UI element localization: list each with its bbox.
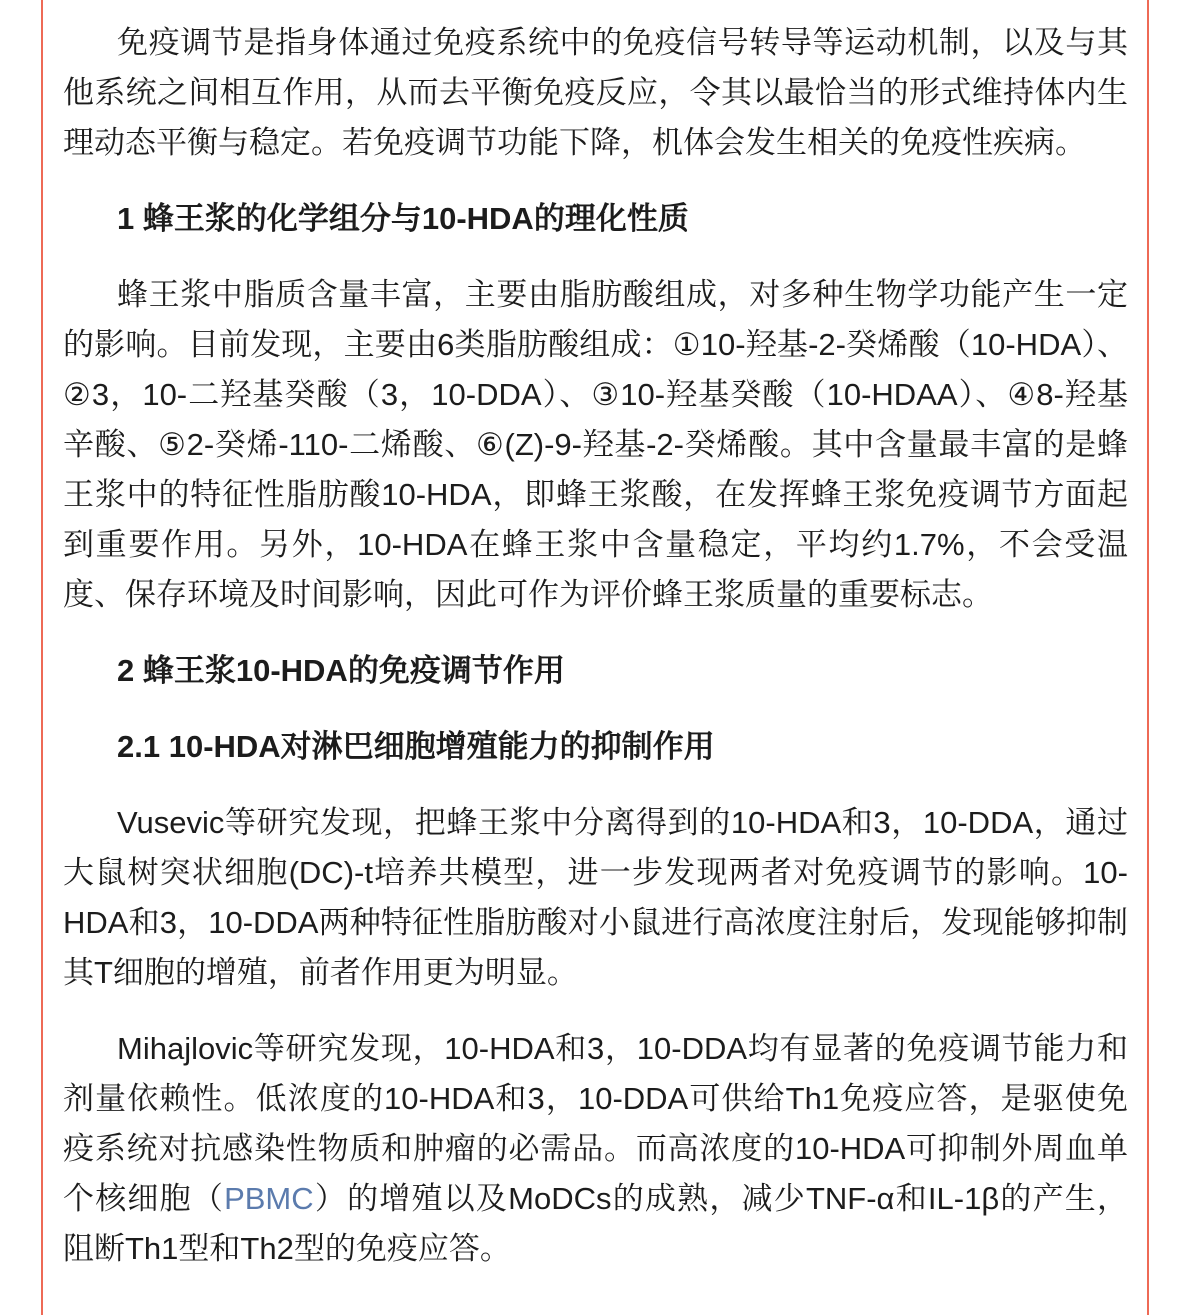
section-heading-1: 1 蜂王浆的化学组分与10-HDA的理化性质 — [117, 201, 689, 236]
article-frame — [41, 0, 1149, 1315]
mihajlovic-paragraph — [63, 1024, 1128, 1274]
paragraph-text: ）的增殖以及MoDCs的成熟，减少TNF-α和IL-1β的产生，阻断Th1型和Th2型的免疫应答。 — [63, 1181, 1129, 1266]
vusevic-paragraph: Vusevic等研究发现，把蜂王浆中分离得到的10-HDA和3，10-DDA，通过大鼠树突状细胞(DC)-t培养共模型，进一步发现两者对免疫调节的影响。10-HDA和3，10-DDA两种特征性脂肪酸对小鼠进行高浓度注射后，发现能够抑制其T细胞的增殖，前者作用更为明显。 — [63, 805, 1128, 990]
chemistry-paragraph: 蜂王浆中脂质含量丰富，主要由脂肪酸组成，对多种生物学功能产生一定的影响。目前发现，主要由6类脂肪酸组成：①10-羟基-2-癸烯酸（10-HDA）、②3，10-二羟基癸酸（3，10-DDA）、③10-羟基癸酸（10-HDAA）、④8-羟基辛酸、⑤2-癸烯-110-二烯酸、⑥(Z)-9-羟基-2-癸烯酸。其中含量最丰富的是蜂王浆中的特征性脂肪酸10-HDA，即蜂王浆酸，在发挥蜂王浆免疫调节方面起到重要作用。另外，10-HDA在蜂王浆中含量稳定，平均约1.7%，不会受温度、保存环境及时间影响，因此可作为评价蜂王浆质量的重要标志。 — [63, 277, 1128, 612]
intro-paragraph: 免疫调节是指身体通过免疫系统中的免疫信号转导等运动机制，以及与其他系统之间相互作用，从而去平衡免疫反应，令其以最恰当的形式维持体内生理动态平衡与稳定。若免疫调节功能下降，机体会发生相关的免疫性疾病。 — [63, 25, 1128, 160]
section-heading-2: 2 蜂王浆10-HDA的免疫调节作用 — [117, 653, 565, 688]
pbmc-link[interactable]: PBMC — [224, 1181, 314, 1216]
subsection-heading-2-1: 2.1 10-HDA对淋巴细胞增殖能力的抑制作用 — [117, 729, 715, 764]
paragraph-text: Mihajlovic等研究发现，10-HDA和3，10-DDA均有显著的免疫调节能力和剂量依赖性。低浓度的10-HDA和3，10-DDA可供给Th1免疫应答，是驱使免疫系统对抗感染性物质和肿瘤的必需品。而高浓度的10-HDA可抑制外周血单个核细胞（ — [63, 1031, 1128, 1216]
